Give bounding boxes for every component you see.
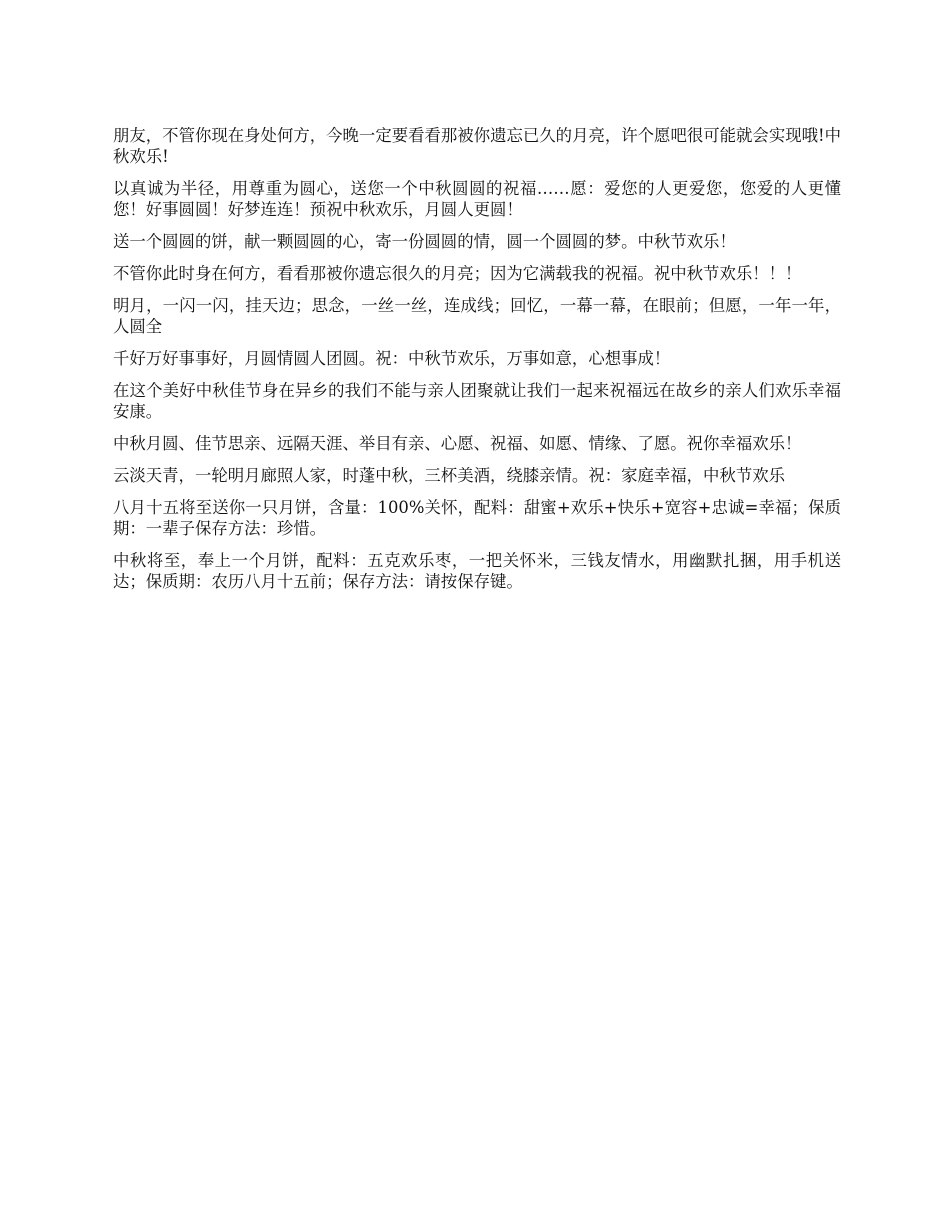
paragraph: 不管你此时身在何方，看看那被你遗忘很久的月亮；因为它满载我的祝福。祝中秋节欢乐！！！ — [113, 264, 802, 283]
document-body — [113, 125, 841, 603]
paragraph: 朋友，不管你现在身处何方，今晚一定要看看那被你遗忘已久的月亮，许个愿吧很可能就会实现哦!中秋欢乐! — [113, 126, 841, 166]
paragraph: 云淡天青，一轮明月廊照人家，时蓬中秋，三杯美酒，绕膝亲情。祝：家庭幸福，中秋节欢乐 — [113, 466, 786, 485]
paragraph: 明月，一闪一闪，挂天边；思念，一丝一丝，连成线；回忆，一幕一幕，在眼前；但愿，一年一年，人圆全 — [113, 296, 841, 336]
paragraph: 中秋月圆、佳节思亲、远隔天涯、举目有亲、心愿、祝福、如愿、情缘、了愿。祝你幸福欢乐！ — [113, 434, 802, 453]
paragraph: 在这个美好中秋佳节身在异乡的我们不能与亲人团聚就让我们一起来祝福远在故乡的亲人们欢乐幸福安康。 — [113, 381, 841, 421]
paragraph: 送一个圆圆的饼，献一颗圆圆的心，寄一份圆圆的情，圆一个圆圆的梦。中秋节欢乐！ — [113, 232, 736, 251]
paragraph: 八月十五将至送你一只月饼，含量：100%关怀，配料：甜蜜+欢乐+快乐+宽容+忠诚=幸福；保质期：一辈子保存方法：珍惜。 — [113, 498, 841, 538]
paragraph: 中秋将至，奉上一个月饼，配料：五克欢乐枣，一把关怀米，三钱友情水，用幽默扎捆，用手机送达；保质期：农历八月十五前；保存方法：请按保存键。 — [113, 551, 841, 591]
paragraph: 以真诚为半径，用尊重为圆心，送您一个中秋圆圆的祝福……愿：爱您的人更爱您，您爱的人更懂您！好事圆圆！好梦连连！预祝中秋欢乐，月圆人更圆！ — [113, 179, 841, 219]
paragraph: 千好万好事事好，月圆情圆人团圆。祝：中秋节欢乐，万事如意，心想事成！ — [113, 349, 671, 368]
